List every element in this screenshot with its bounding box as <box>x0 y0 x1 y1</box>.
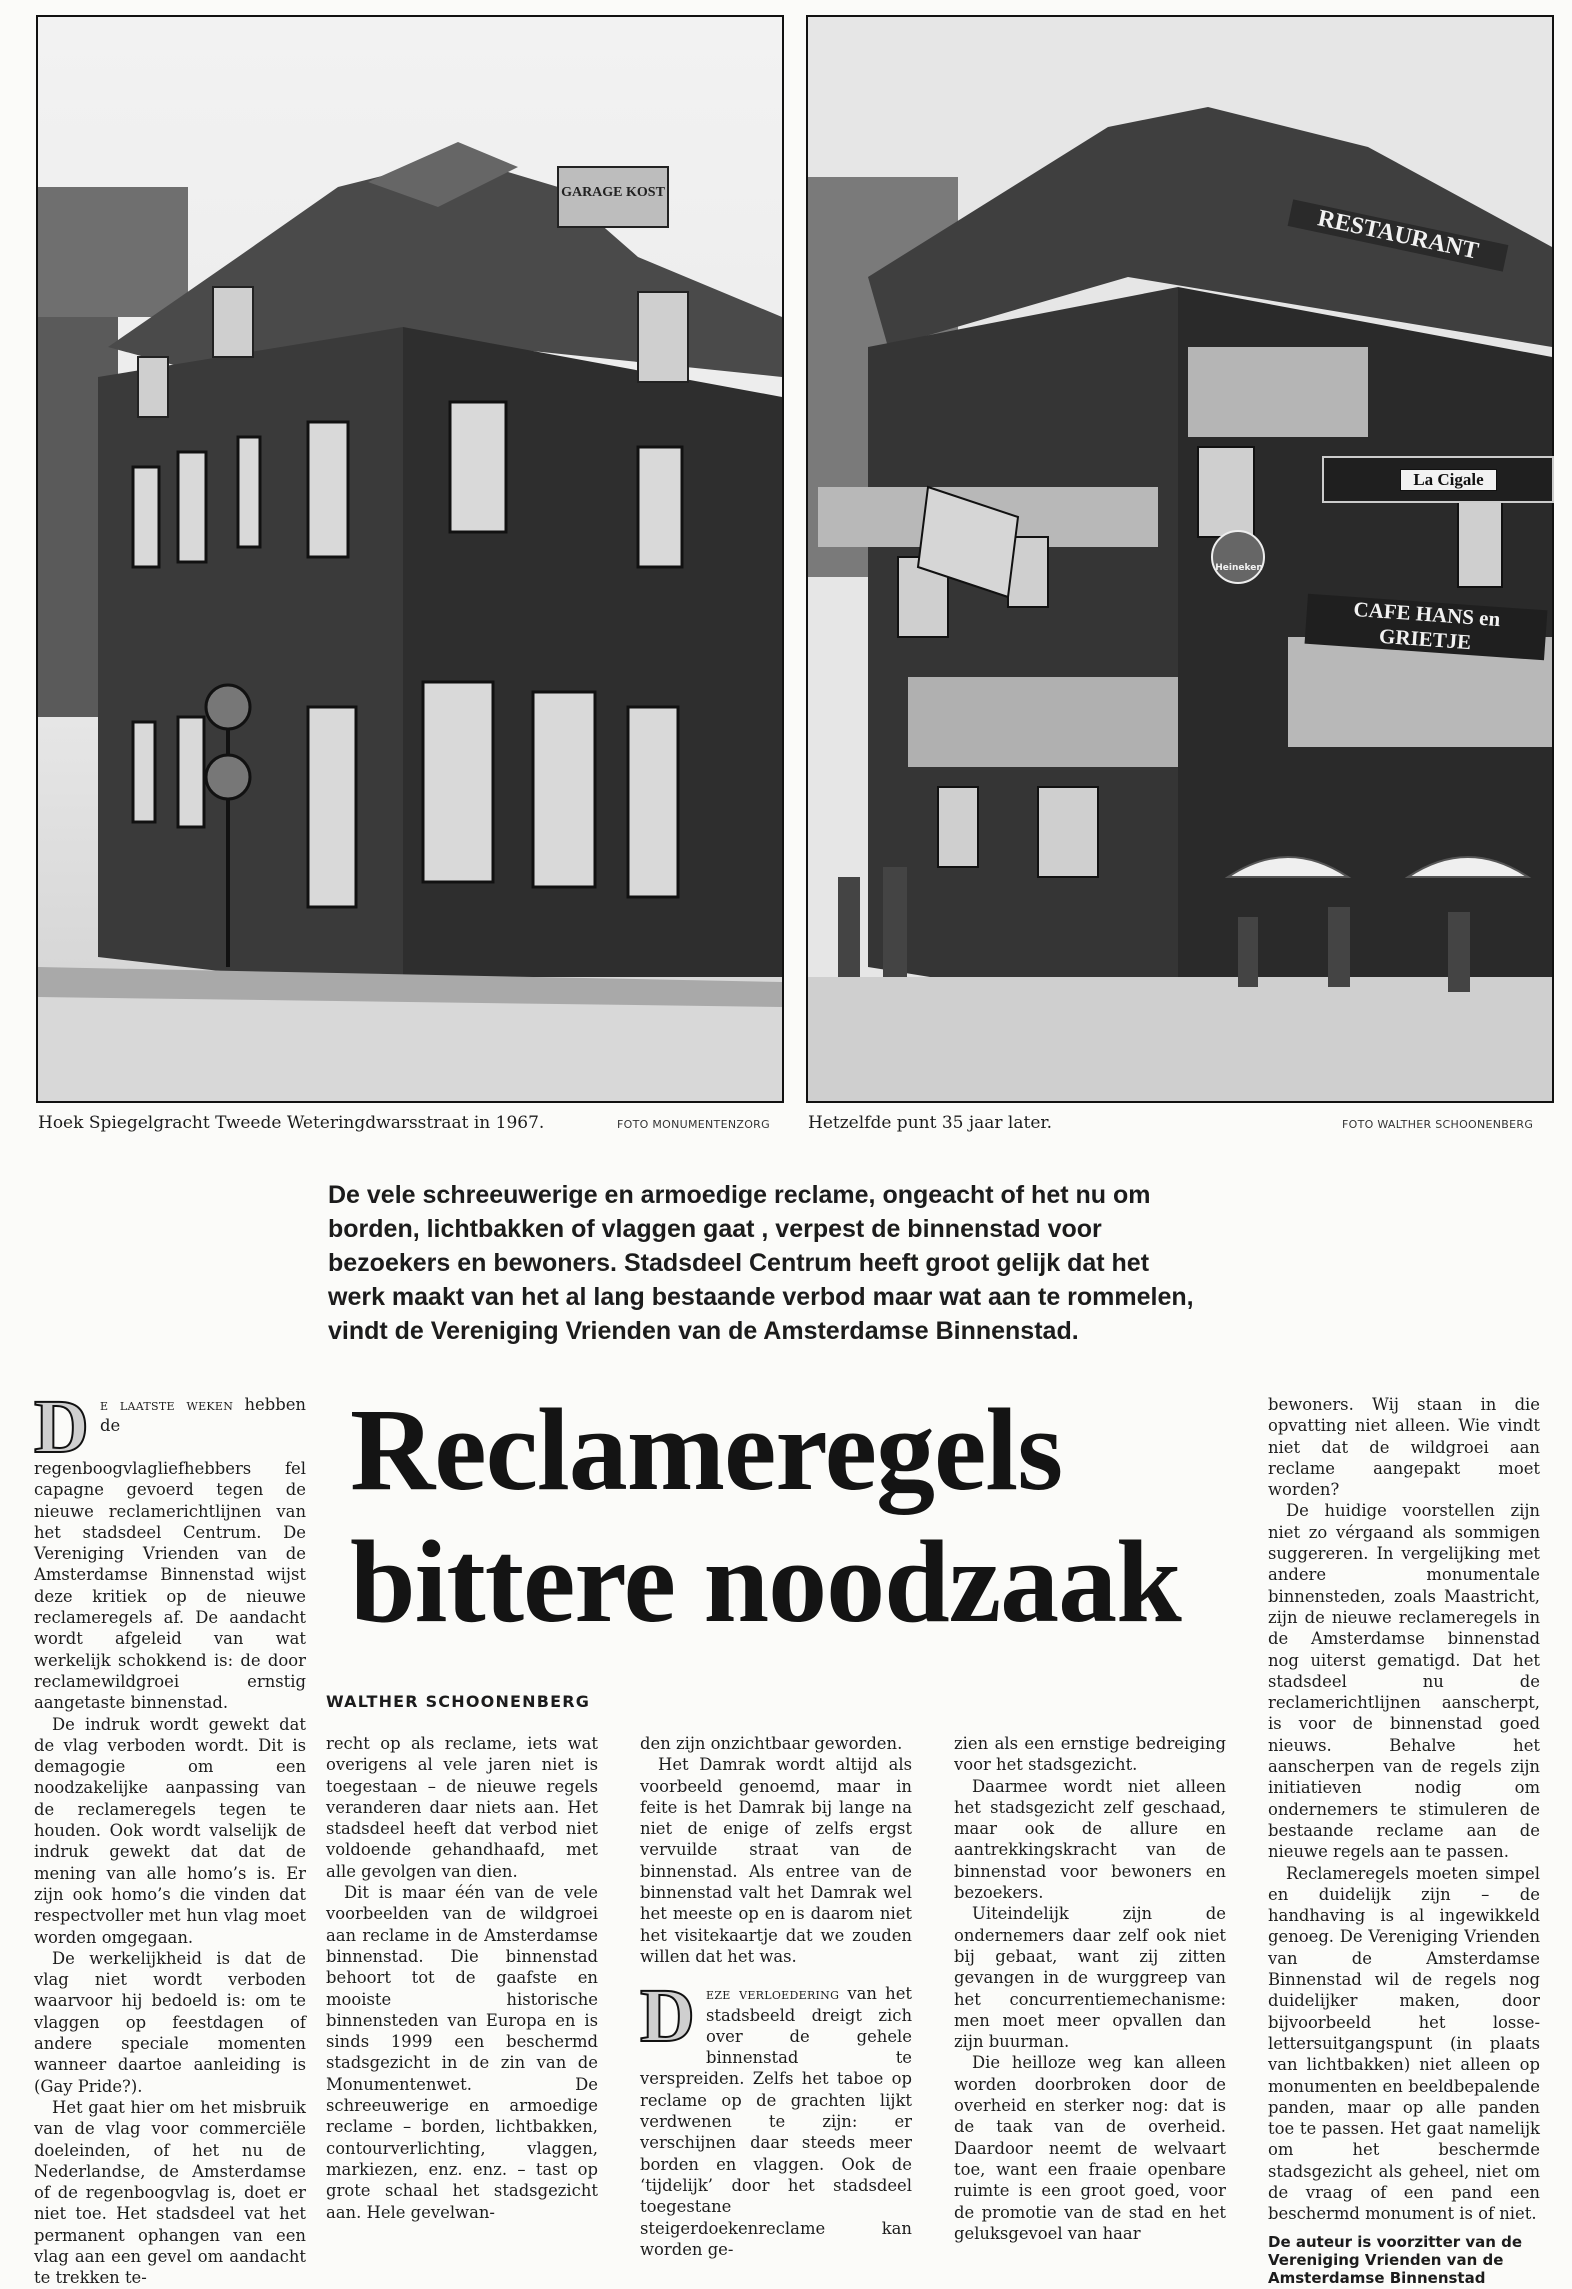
la-cigale-sign-text: La Cigale <box>1400 469 1497 491</box>
paragraph: Het Damrak wordt altijd als voorbeeld genoemd, maar in feite is het Damrak bij lange na niet de enige of zelfs ergst vervuilde straat van de binnenstad. Als entree van de binnenstad valt het Damrak wel het meeste op en is daarom niet het visitekaartje dat we zouden willen dat het was. <box>640 1755 912 1966</box>
headline <box>350 1384 1290 1648</box>
photo-2002-credit: FOTO WALTHER SCHOONENBERG <box>1342 1118 1534 1131</box>
photo-1967-illustration <box>38 17 782 1101</box>
paragraph: Daarmee wordt niet alleen het stadsgezicht zelf geschaad, maar ook de allure en aantrekkingskracht van de binnenstad voor bewoners en bezoekers. <box>954 1776 1226 1903</box>
photo-1967-caption: Hoek Spiegelgracht Tweede Weteringdwarsstraat in 1967. <box>38 1113 545 1133</box>
heineken-sign-text: Heineken <box>1215 563 1263 573</box>
article-intro <box>328 1178 1228 1348</box>
paragraph: De huidige voorstellen zijn niet zo vérgaand als sommigen suggereren. In vergelijking met andere monumentale binnensteden, zoals Maastricht, zijn de nieuwe reclameregels in de Amsterdamse binnenstad nog uiterst gematigd. Dat het stadsdeel nu de reclamerichtlijnen aanscherpt, is voor de binnenstad goed nieuws. Behalve het aanscherpen van de regels zijn initiatieven nodig om ondernemers te stimuleren de bestaande reclame aan de nieuwe regels aan te passen. <box>1268 1501 1540 1862</box>
byline: WALTHER SCHOONENBERG <box>326 1692 591 1711</box>
headline-line-2: bittere noodzaak <box>350 1516 1181 1647</box>
paragraph: Die heilloze weg kan alleen worden doorbroken door de overheid en sterker nog: dat is de taak van de overheid. Daardoor neemt de welvaart toe, want een fraaie openbare ruimte is een groot goed, voor de promotie van de stad en het geluksgevoel van haar <box>954 2053 1226 2243</box>
article-column-1 <box>34 1385 306 2288</box>
intro-line: werk maakt van het al lang bestaande verbod maar wat aan te rommelen, <box>328 1283 1194 1311</box>
intro-line: borden, lichtbakken of vlaggen gaat , verpest de binnenstad voor <box>328 1215 1102 1243</box>
cafe-hans-en-grietje-sign-text: CAFE HANS en GRIETJE <box>1305 594 1548 661</box>
headline-line-1: Reclameregels <box>350 1384 1063 1515</box>
photo-2002-corner-building <box>806 15 1554 1103</box>
article-column-3 <box>640 1733 912 2259</box>
article-column-4 <box>954 1733 1226 2243</box>
article-column-2 <box>326 1733 598 2222</box>
paragraph <box>34 1385 306 1714</box>
photo-2002-illustration <box>808 17 1552 1101</box>
paragraph: De werkelijkheid is dat de vlag niet wordt verboden waarvoor hij bedoeld is: om te vlaggen op feestdagen of andere speciale momenten wanneer daartoe aanleiding is (Gay Pride?). <box>34 1948 306 2096</box>
paragraph: Reclameregels moeten simpel en duidelijk zijn – de handhaving is al ingewikkeld genoeg. De Vereniging Vrienden van de Amsterdamse Binnenstad wil de regels nog duidelijker maken, door bijvoorbeeld het losse-lettersuitgangspunt (in plaats van lichtbakken) niet alleen op monumenten en beeldbepalende panden, maar op alle panden toe te passen. Het gaat namelijk om het beschermde stadsgezicht als geheel, niet om de vraag of een pand een beschermd monument is of niet. <box>1268 1863 1540 2224</box>
restaurant-sign-text: RESTAURANT <box>1288 199 1509 271</box>
article-column-5 <box>1268 1394 1540 2287</box>
intro-line: vindt de Vereniging Vrienden van de Amsterdamse Binnenstad. <box>328 1317 1079 1345</box>
drop-cap: D <box>640 1974 695 2059</box>
lead-in: eze verloedering <box>706 1984 840 2004</box>
photo-2002-caption: Hetzelfde punt 35 jaar later. <box>808 1113 1053 1133</box>
paragraph: recht op als reclame, iets wat overigens al vele jaren niet is toegestaan – de nieuwe regels veranderen daar niets aan. Het stadsdeel heeft dat verbod niet voldoende gehandhaafd, met alle gevolgen van dien. <box>326 1734 598 1881</box>
paragraph: den zijn onzichtbaar geworden. <box>640 1734 903 1753</box>
photo-1967-credit: FOTO MONUMENTENZORG <box>617 1118 770 1131</box>
paragraph-text: van het stadsbeeld dreigt zich over de gehele binnenstad te verspreiden. Zelfs het taboe op reclame op de grachten lijkt verdwenen te zijn: er verschijnen daar steeds meer borden en vlaggen. Ook de ‘tijdelijk’ door het stadsdeel toegestane steigerdoekenreclame kan worden ge- <box>640 1984 912 2259</box>
paragraph <box>640 1974 912 2260</box>
paragraph: Dit is maar één van de vele voorbeelden van de wildgroei aan reclame in de Amsterdamse binnenstad. Die binnenstad behoort tot de gaafste en mooiste historische binnensteden van Europa en is sinds 1999 een beschermd stadsgezicht in de zin van de Monumentenwet. De schreeuwerige en armoedige reclame – borden, lichtbakken, contourverlichting, vlaggen, markiezen, enz. enz. – tast op grote schaal het stadsgezicht aan. Hele gevelwan- <box>326 1883 598 2222</box>
paragraph: De indruk wordt gewekt dat de vlag verboden wordt. Dit is demagogie om een noodzakelijke aanpassing van de reclameregels tegen te houden. Ook wordt valselijk de indruk gewekt dat dat de mening van alle homo’s is. Er zijn ook homo’s die vinden dat respectvoller met hun vlag moet worden omgegaan. <box>34 1714 306 1947</box>
garage-kost-sign-text: GARAGE KOST <box>561 185 665 200</box>
lead-in: e laatste weken <box>100 1395 234 1414</box>
paragraph: zien als een ernstige bedreiging voor het stadsgezicht. <box>954 1734 1226 1775</box>
paragraph: Uiteindelijk zijn de ondernemers daar zelf ook niet bij gebaat, want zij zitten gevangen in de wurggreep van het concurrentiemechanisme: men moet meer opvallen dan zijn buurman. <box>954 1904 1226 2052</box>
intro-line: De vele schreeuwerige en armoedige reclame, ongeacht of het nu om <box>328 1181 1151 1209</box>
drop-cap: D <box>34 1385 89 1469</box>
author-note: De auteur is voorzitter van de Vereniging Vrienden van de Amsterdamse Binnenstad <box>1268 2232 1523 2287</box>
paragraph: Het gaat hier om het misbruik van de vlag voor commerciële doeleinden, of het nu de Nederlandse, de Amsterdamse of de regenboogvlag is, doet er niet toe. Het stadsdeel vat het permanent ophangen van een vlag aan een gevel om aandacht te trekken te- <box>34 2097 306 2288</box>
paragraph: bewoners. Wij staan in die opvatting niet alleen. Wie vindt niet dat de wildgroei aan reclame aangepakt moet worden? <box>1268 1395 1540 1500</box>
photo-1967-corner-building <box>36 15 784 1103</box>
paragraph-text: hebben de regenboogvlagliefhebbers fel capagne gevoerd tegen de nieuwe reclamerichtlijnen van het stadsdeel Centrum. De Vereniging Vrienden van de Amsterdamse Binnenstad wijst deze kritiek op de nieuwe reclameregels af. De aandacht wordt afgeleid van wat werkelijk schokkend is: de door reclamewildgroei ernstig aangetaste binnenstad. <box>34 1395 306 1713</box>
intro-line: bezoekers en bewoners. Stadsdeel Centrum heeft groot gelijk dat het <box>328 1249 1150 1277</box>
